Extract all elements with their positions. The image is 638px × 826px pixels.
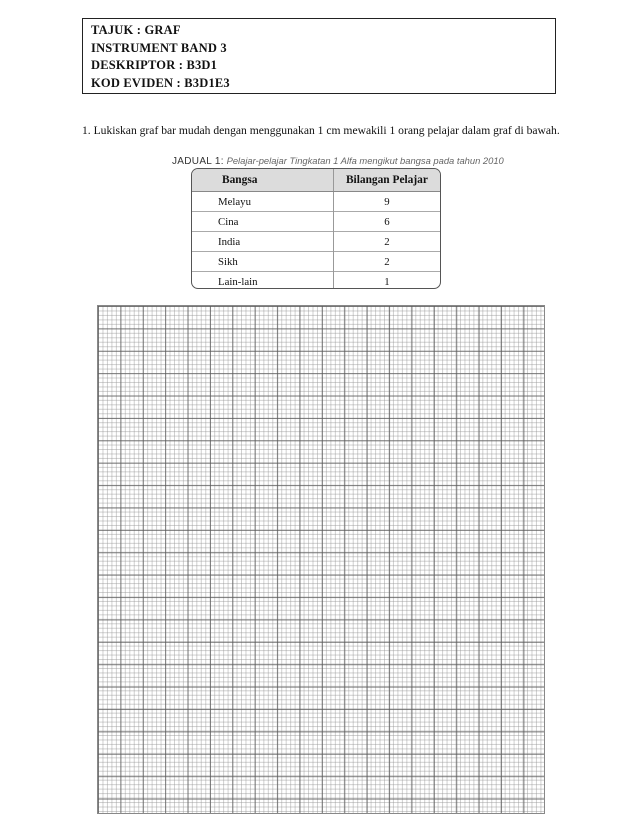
table-cell-bilangan: 2 <box>333 252 440 272</box>
graph-paper <box>97 305 545 814</box>
table-cell-bilangan: 9 <box>384 195 390 208</box>
table-cell-bangsa: India <box>192 232 333 252</box>
table-caption-label: JADUAL 1: <box>172 156 224 167</box>
table-header-row <box>192 169 440 192</box>
table-cell-bilangan: 2 <box>333 232 440 252</box>
table-header-bangsa: Bangsa <box>192 169 333 192</box>
table-cell-bilangan: 1 <box>333 272 440 290</box>
table-cell-bilangan: 6 <box>333 212 440 232</box>
table-row <box>192 212 440 232</box>
table-row <box>192 252 440 272</box>
table-row <box>192 232 440 252</box>
question-text: 1. Lukiskan graf bar mudah dengan menggunakan 1 cm mewakili 1 orang pelajar dalam graf di bawah. <box>82 124 560 137</box>
header-instrument: INSTRUMENT BAND 3 <box>91 40 227 55</box>
table-header-bilangan: Bilangan Pelajar <box>333 169 440 192</box>
header-deskriptor: DESKRIPTOR : B3D1 <box>91 58 218 72</box>
table-row <box>192 192 440 212</box>
table-caption-text: Pelajar-pelajar Tingkatan 1 Alfa mengikut bangsa pada tahun 2010 <box>226 155 504 166</box>
table-cell-bangsa: Sikh <box>192 252 333 272</box>
data-table <box>191 168 441 289</box>
table-cell-bangsa: Cina <box>192 212 333 232</box>
header-kod-eviden: KOD EVIDEN : B3D1E3 <box>91 75 230 90</box>
table-cell-bangsa: Lain-lain <box>192 272 333 290</box>
table-row <box>192 272 440 290</box>
table-cell-bangsa: Melayu <box>192 192 333 212</box>
header-box <box>82 18 556 94</box>
table-caption <box>172 155 504 167</box>
header-tajuk: TAJUK : GRAF <box>91 23 181 37</box>
